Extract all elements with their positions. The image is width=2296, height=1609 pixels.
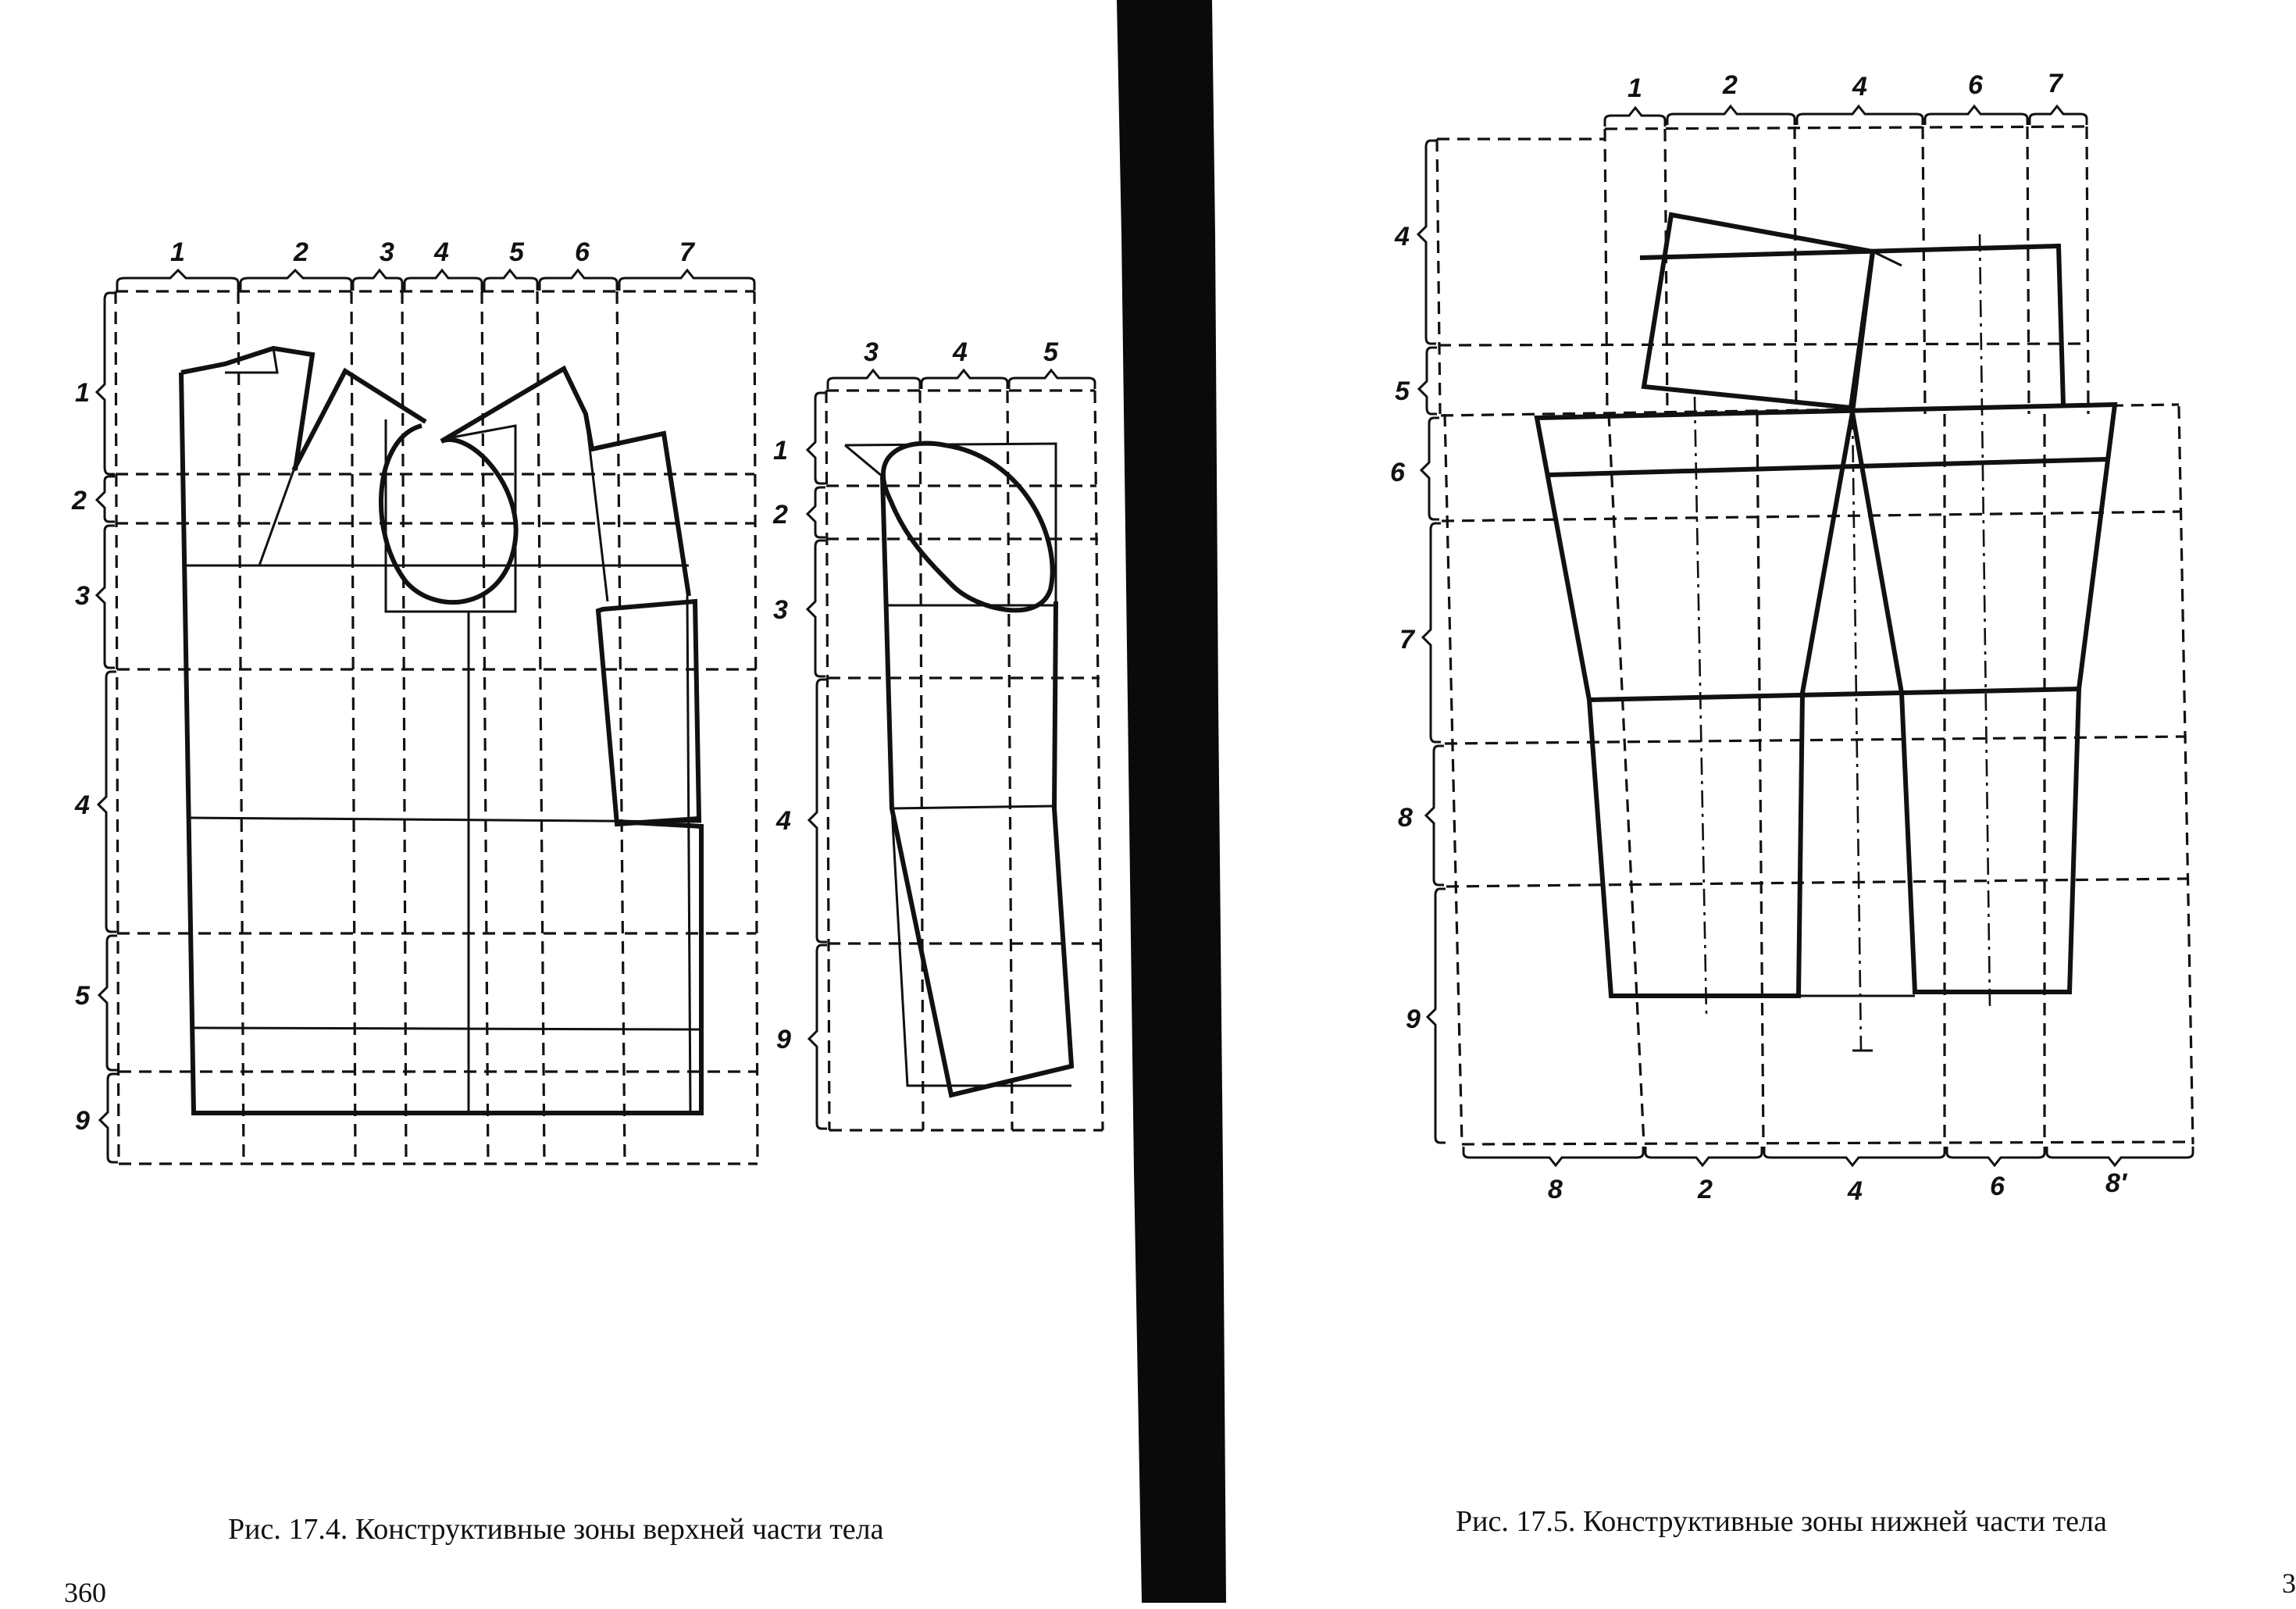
trousers-top-label-6: 6: [1968, 70, 1983, 100]
trousers-construction-figure: [1390, 69, 2193, 1206]
trousers-top-label-4: 4: [1852, 72, 1867, 102]
body-row-label-5: 5: [75, 981, 90, 1011]
book-spine: [1117, 0, 1226, 1603]
body-row-labels: [71, 378, 91, 1136]
trousers-row-label-4: 4: [1395, 222, 1410, 252]
body-col-label-1: 1: [170, 237, 185, 267]
sleeve-column-labels: [864, 337, 1059, 367]
body-construction-figure: [71, 237, 758, 1164]
trousers-top-label-2: 2: [1723, 70, 1738, 100]
trousers-top-labels: [1628, 69, 2064, 103]
sleeve-row-label-3: 3: [773, 595, 788, 625]
body-col-label-2: 2: [294, 237, 308, 267]
sleeve-row-label-2: 2: [773, 500, 788, 530]
trousers-row-label-9: 9: [1406, 1004, 1421, 1034]
sleeve-row-labels: [772, 436, 791, 1054]
left-page-number: 360: [64, 1577, 106, 1608]
body-row-braces: [97, 293, 118, 1162]
trousers-row-label-8: 8: [1398, 803, 1413, 833]
body-col-label-4: 4: [434, 237, 449, 267]
body-row-label-3: 3: [75, 581, 90, 611]
trousers-bottom-label-6: 6: [1990, 1172, 2005, 1201]
sleeve-column-braces: [828, 370, 1095, 389]
sleeve-row-braces: [808, 393, 827, 1129]
trousers-row-label-5: 5: [1395, 376, 1410, 406]
sleeve-col-label-3: 3: [864, 337, 879, 367]
trousers-row-label-6: 6: [1390, 458, 1405, 487]
trousers-bottom-label-8-prime: 8′: [2105, 1168, 2127, 1198]
trousers-bottom-label-2: 2: [1698, 1175, 1713, 1204]
body-zone-grid: [116, 291, 758, 1164]
trousers-top-label-7: 7: [2048, 69, 2062, 98]
sleeve-pattern-outline: [845, 444, 1071, 1095]
trousers-bottom-braces: [1464, 1147, 2193, 1165]
sleeve-row-label-9: 9: [776, 1025, 791, 1054]
trousers-bottom-label-8: 8: [1548, 1175, 1563, 1204]
sleeve-col-label-4: 4: [953, 337, 968, 367]
trousers-row-label-7: 7: [1399, 625, 1414, 655]
sleeve-row-label-1: 1: [773, 436, 788, 466]
trousers-row-braces: [1418, 141, 1446, 1143]
trousers-row-labels: [1390, 222, 1421, 1034]
body-row-label-2: 2: [72, 486, 87, 516]
right-page-number: 3: [2282, 1568, 2296, 1599]
body-column-braces: [117, 270, 754, 291]
body-col-label-3: 3: [380, 237, 394, 267]
body-row-label-1: 1: [75, 378, 90, 408]
body-pattern-outline: [181, 348, 701, 1113]
trousers-bottom-labels: [1548, 1168, 2128, 1206]
sleeve-row-label-4: 4: [776, 806, 791, 836]
trousers-top-label-1: 1: [1628, 73, 1642, 103]
figure-17-4-caption: Рис. 17.4. Конструктивные зоны верхней части тела: [228, 1513, 884, 1546]
body-row-label-4: 4: [75, 790, 90, 820]
figure-17-5-caption: Рис. 17.5. Конструктивные зоны нижней части тела: [1456, 1505, 2107, 1538]
body-column-labels: [170, 237, 696, 267]
body-col-label-6: 6: [575, 237, 590, 267]
body-col-label-7: 7: [679, 237, 694, 267]
trousers-bottom-label-4: 4: [1848, 1176, 1863, 1206]
body-col-label-5: 5: [509, 237, 524, 267]
sleeve-construction-figure: [772, 337, 1103, 1130]
sleeve-zone-grid: [826, 391, 1103, 1130]
sleeve-col-label-5: 5: [1043, 337, 1058, 367]
trousers-top-braces: [1605, 106, 2087, 127]
body-row-label-9: 9: [75, 1106, 90, 1136]
